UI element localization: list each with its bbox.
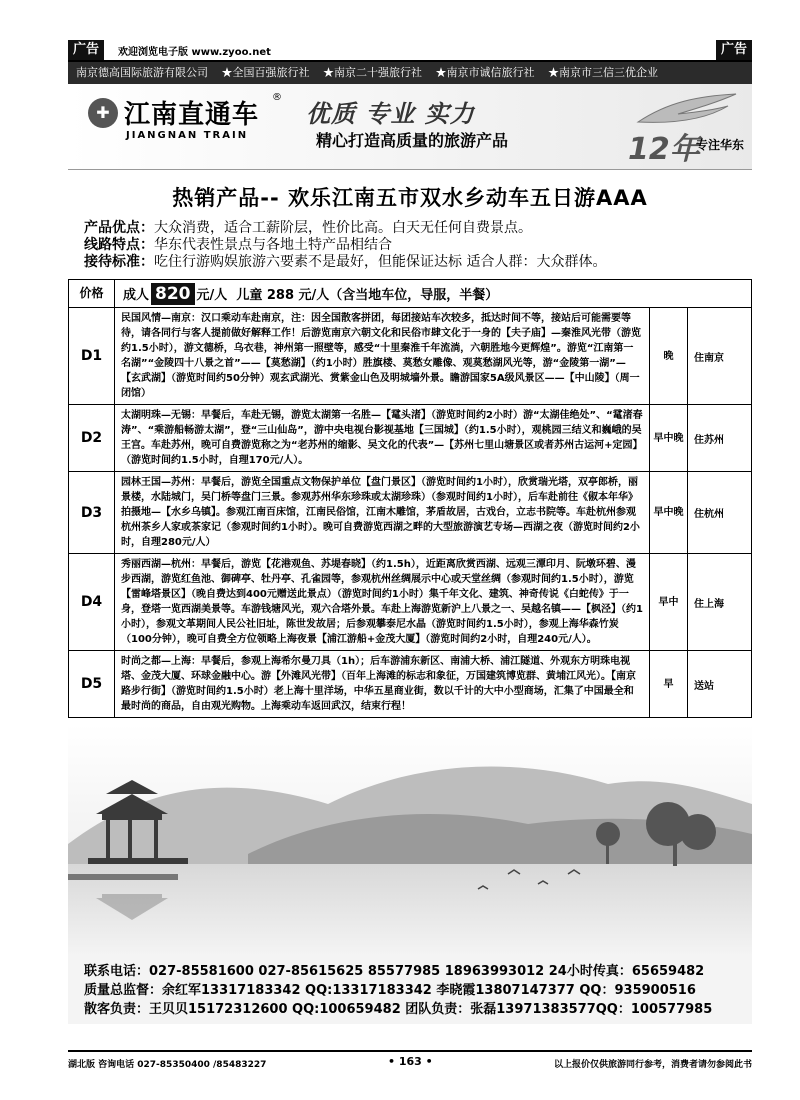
- table-row: [69, 472, 752, 554]
- day-label: D3: [69, 472, 115, 554]
- day-stay: 住苏州: [688, 405, 752, 472]
- day-meals: 晚: [650, 308, 688, 405]
- price-value: [115, 280, 752, 308]
- day-description: 太湖明珠—无锡：早餐后，车赴无锡，游览太湖第一名胜—【鼋头渚】（游览时间约2小时）游“太湖佳绝处”、“鼋渚春涛”、“乘游船畅游太湖”，登“三山仙岛”，游中央电视台影视基地【三国城】（约1.5小时），观桃园三结义和巍峨的吴王宫。车赴苏州，晚可自费游览称之为“老苏州的缩影、吴文化的代表”—【苏州七里山塘景区或者苏州古运河+定园】（游览时间约1.5小时，自理170元/人）。: [115, 405, 650, 472]
- table-row: [69, 554, 752, 651]
- day-label: D4: [69, 554, 115, 651]
- day-meals: 早: [650, 651, 688, 718]
- price-row: [69, 280, 752, 308]
- page-footer: [68, 1050, 752, 1070]
- day-stay: 住上海: [688, 554, 752, 651]
- brand-banner: [68, 84, 752, 170]
- day-label: D1: [69, 308, 115, 405]
- product-info: [68, 220, 752, 271]
- page-number: • 163 •: [388, 1055, 433, 1068]
- day-meals: 早中晚: [650, 405, 688, 472]
- contact-supervisor-line: 质量总监督：余红军13317183342 QQ:13317183342 李晓霞13807147377 QQ：935900516: [84, 983, 696, 998]
- honor-4: ★南京市三信三优企业: [548, 66, 658, 79]
- ad-page: [68, 40, 752, 1070]
- ad-label-left: 广告: [68, 40, 104, 60]
- honor-3: ★南京市诚信旅行社: [435, 66, 535, 79]
- day-meals: 早中: [650, 554, 688, 651]
- info-value: 华东代表性景点与各地土特产品相结合: [154, 237, 392, 253]
- child-price: 儿童 288 元/人（含当地车位，导服，半餐）: [236, 287, 499, 303]
- honor-2: ★南京二十强旅行社: [323, 66, 422, 79]
- adult-price: 820: [151, 283, 195, 305]
- day-description: 园林王国—苏州：早餐后，游览全国重点文物保护单位【盘门景区】（游览时间约1小时），欣赏瑞光塔，双亭郎桥，丽景楼，水陆城门，吴门桥等盘门三景。参观苏州华东珍珠或太湖珍珠）（参观时间约1小时），后车赴前往《俶本年华》拍摄地—【水乡乌镇】。参观江南百床馆，江南民俗馆，江南木雕馆，茅盾故居，古戏台，立志书院等。车赴杭州参观杭州茶乡人家或茶家记（参观时间约1小时）。晚可自费游览西湖之畔的大型旅游演艺专场—西湖之夜（游览时间约2小时，自理280元/人）: [115, 472, 650, 554]
- ink-landscape-image: [68, 724, 752, 956]
- footer-edition: 湖北版 咨询电话 027-85350400 /85483227: [68, 1060, 267, 1070]
- info-key: 产品优点：: [84, 220, 154, 236]
- info-value: 大众消费，适合工薪阶层，性价比高。白天无任何自费景点。: [154, 220, 532, 236]
- info-value: 吃住行游购娱旅游六要素不是最好，但能保证达标 适合人群：大众群体。: [154, 254, 607, 270]
- honor-1: ★全国百强旅行社: [221, 66, 310, 79]
- day-meals: 早中晚: [650, 472, 688, 554]
- contact-phone-line: 联系电话：027-85581600 027-85615625 85577985 18963993012 24小时传真：65659482: [84, 964, 705, 979]
- day-label: D5: [69, 651, 115, 718]
- day-stay: 住杭州: [688, 472, 752, 554]
- info-row: [84, 237, 752, 254]
- page-header: [68, 40, 752, 62]
- info-row: [84, 220, 752, 237]
- years-subtitle: 专注华东: [696, 138, 745, 152]
- day-description: 时尚之都—上海：早餐后，参观上海希尔曼刀具（1h）；后车游浦东新区、南浦大桥、浦江隧道、外观东方明珠电视塔、金茂大厦、环球金融中心。游【外滩风光带】（百年上海滩的标志和象征，万国建筑博览群、黄埔江风光）。【南京路步行街】（游览时间约1.5小时）老上海十里洋场，中华五星商业街，数以千计的大中小型商场，汇集了中国最全和最时尚的商品，自由观光购物。上海乘动车返回武汉，结束行程！: [115, 651, 650, 718]
- product-title: 热销产品-- 欢乐江南五市双水乡动车五日游AAA: [172, 186, 648, 210]
- adult-prefix: 成人: [123, 287, 150, 303]
- adult-unit: 元/人: [196, 287, 228, 303]
- info-row: [84, 254, 752, 271]
- landscape-illustration: [68, 724, 752, 956]
- table-row: [69, 308, 752, 405]
- itinerary-table: [68, 279, 752, 718]
- years-badge: 12年: [628, 132, 700, 167]
- registered-mark: ®: [272, 92, 282, 103]
- wings-icon: [628, 92, 738, 126]
- contact-info: [68, 956, 752, 1024]
- slogan: 优质 专业 实力: [306, 100, 475, 128]
- footer-disclaimer: 以上报价仅供旅游同行参考，消费者请勿参阅此书: [553, 1060, 752, 1070]
- day-description: 秀丽西湖—杭州：早餐后，游览【花港观鱼、苏堤春晓】（约1.5h），近距离欣赏西湖、远观三潭印月、阮墩环碧、漫步西湖，游览红鱼池、御碑亭、牡丹亭、孔雀园等，参观杭州丝绸展示中心或天堂丝绸（参观时间约1.5小时），游览【雷峰塔景区】（晚自费达到400元赠送此景点）（游览时间约1小时）集千年文化、建筑、神奇传说《白蛇传》于一身，登塔一览西湖美景等。车游钱塘风光，观六合塔外景。车赴上海游览新沪上八景之一、吴越名镇——【枫泾】（约1小时），参观文革期间人民公社旧址，陈世发故居；后参观攀泰尼水晶（游览时间约1.5小时），参观上海华森竹炭（100分钟），晚可自费全方位领略上海夜景【浦江游船+金茂大厦】（游览时间约2小时，自理240元/人）。: [115, 554, 650, 651]
- company-name: 南京德高国际旅游有限公司: [76, 66, 208, 79]
- company-bar: [68, 62, 752, 84]
- slogan-subtitle: 精心打造高质量的旅游产品: [316, 131, 509, 150]
- info-key: 线路特点：: [84, 237, 154, 253]
- day-description: 民国风情—南京：汉口乘动车赴南京，注：因全国散客拼团，每团接站车次较多，抵达时间不等，接站后可能需要等待，请各同行与客人提前做好解释工作！后游览南京六朝文化和民俗市肆文化于一身的【夫子庙】—秦淮风光带（游览约1.5小时），游文德桥，乌衣巷，神州第一照壁等，感受“十里秦淮千年流淌，六朝胜地今更辉煌”。游览“江南第一名湖”“金陵四十八景之首”——【莫愁湖】（约1小时）胜旗楼、莫愁女雕像、观莫愁湖风光等，游“金陵第一湖”—【玄武湖】（游览时间约50分钟）观玄武湖光、赏紫金山色及明城墙外景。瞻游国家5A级风景区——【中山陵】（周一闭馆）: [115, 308, 650, 405]
- day-label: D2: [69, 405, 115, 472]
- table-row: [69, 405, 752, 472]
- train-logo-icon: ✚: [88, 98, 118, 128]
- brand-name-en: JIANGNAN TRAIN: [126, 130, 249, 141]
- info-key: 接待标准：: [84, 254, 154, 270]
- ad-label-right: 广告: [716, 40, 752, 60]
- day-stay: 住南京: [688, 308, 752, 405]
- contact-manager-line: 散客负责：王贝贝15172312600 QQ:100659482 团队负责：张磊13971383577QQ：100577985: [84, 1002, 713, 1017]
- table-row: [69, 651, 752, 718]
- price-label: 价格: [69, 280, 115, 308]
- day-stay: 送站: [688, 651, 752, 718]
- site-banner-text: 欢迎浏览电子版 www.zyoo.net: [118, 47, 271, 58]
- brand-name: 江南直通车: [124, 100, 260, 130]
